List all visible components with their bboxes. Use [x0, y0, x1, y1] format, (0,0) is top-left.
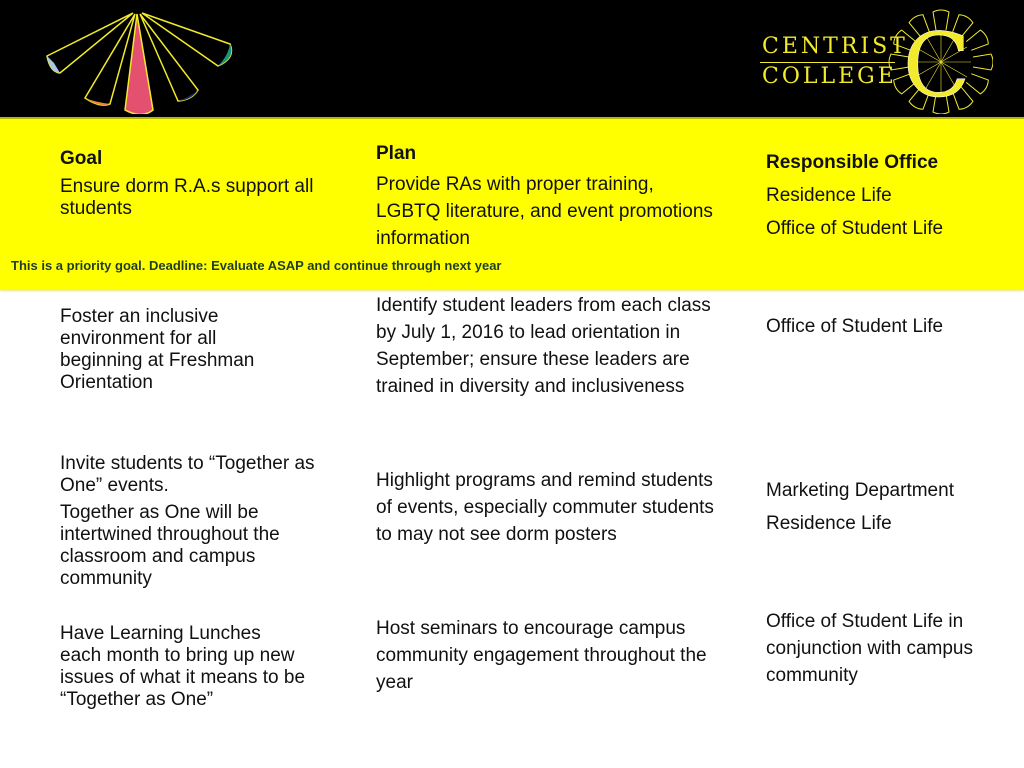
office-header: Responsible Office [766, 152, 939, 173]
plan-text: Identify student leaders from each class by July 1, 2016 to lead orientation in September; ensure these leaders are trained in diversity and inclusiveness [376, 295, 711, 397]
priority-note: This is a priority goal. Deadline: Evaluate ASAP and continue through next year [11, 258, 502, 273]
goal-text: Invite students to “Together as One” events. [60, 453, 315, 496]
row2-office [766, 474, 1006, 540]
office-column [766, 146, 1006, 245]
logo-line2: COLLEGE [762, 64, 897, 89]
plan-column [376, 140, 716, 252]
goal-text: Ensure dorm R.A.s support all students [60, 176, 314, 219]
row1-goal [60, 306, 290, 394]
logo-line1: CENTRIST [762, 34, 908, 59]
logo-divider [760, 62, 895, 63]
row3-office [766, 608, 1001, 689]
sunburst-c-icon [883, 6, 993, 114]
goal-column [60, 148, 330, 220]
row1-office [766, 310, 1006, 343]
office-item: Marketing Department [766, 480, 954, 501]
row2-plan [376, 467, 716, 548]
plan-text: Provide RAs with proper training, LGBTQ literature, and event promotions information [376, 174, 713, 249]
plan-header: Plan [376, 143, 417, 164]
row2-goal [60, 453, 325, 590]
goal-text: Foster an inclusive environment for all beginning at Freshman Orientation [60, 306, 255, 393]
centrist-college-logo [755, 6, 995, 114]
plan-text: Host seminars to encourage campus community engagement throughout the year [376, 618, 707, 693]
office-item: Office of Student Life [766, 316, 944, 337]
goal-text: Together as One will be intertwined throughout the classroom and campus community [60, 502, 280, 589]
row3-plan [376, 615, 721, 696]
row3-goal [60, 623, 305, 711]
plan-text: Highlight programs and remind students of events, especially commuter students to may not see dorm posters [376, 470, 714, 545]
logo-c-letter: C [903, 14, 971, 114]
office-item: Residence Life [766, 513, 892, 534]
row1-plan [376, 292, 721, 400]
goal-header: Goal [60, 148, 103, 169]
office-item: Residence Life [766, 185, 892, 206]
goal-text: Have Learning Lunches each month to bring up new issues of what it means to be “Together as One” [60, 623, 306, 710]
office-item: Office of Student Life [766, 218, 944, 239]
header-banner [0, 0, 1024, 118]
office-item: Office of Student Life in conjunction with campus community [766, 611, 973, 686]
cone-fan-graphic-icon [40, 6, 240, 114]
